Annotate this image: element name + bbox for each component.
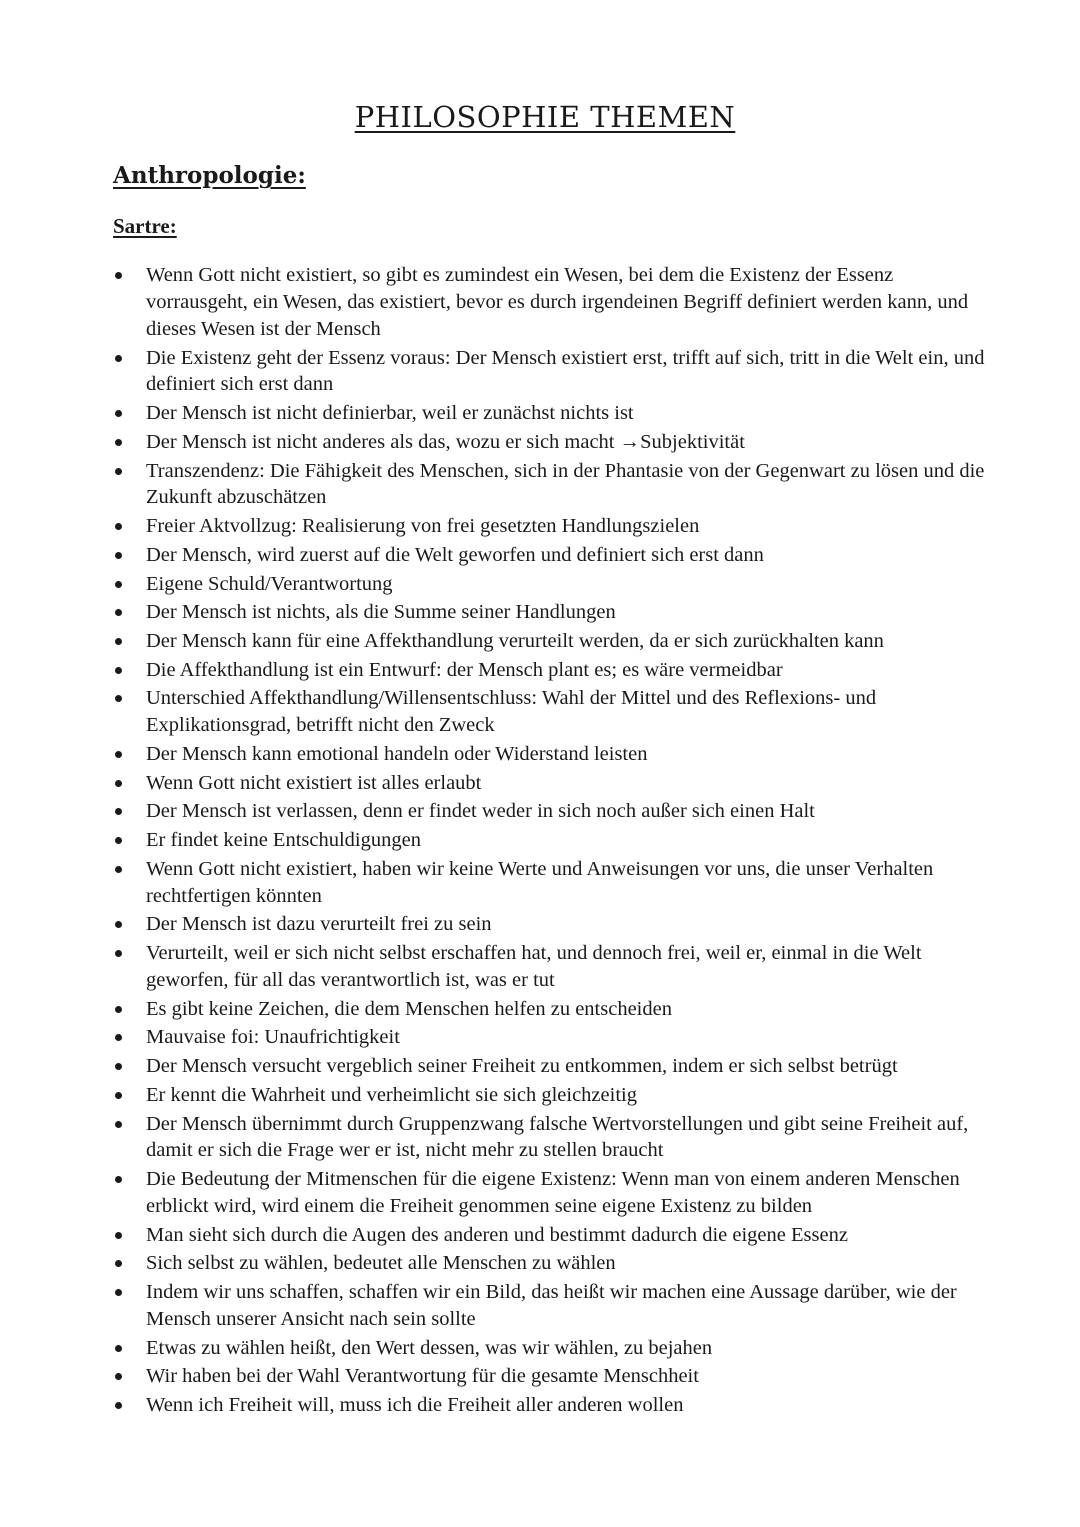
bullet-icon (115, 1006, 122, 1013)
bullet-icon (115, 808, 122, 815)
bullet-icon (115, 638, 122, 645)
list-item (113, 996, 993, 1023)
list-item (113, 262, 993, 343)
list-item-text: Freier Aktvollzug: Realisierung von frei gesetzten Handlungszielen (146, 515, 700, 538)
list-item (113, 685, 993, 739)
list-item (113, 741, 993, 768)
list-item-text: Der Mensch ist dazu verurteilt frei zu sein (146, 913, 492, 936)
list-item (113, 1024, 993, 1051)
bullet-icon (115, 1176, 122, 1183)
bullet-icon (115, 581, 122, 588)
list-item (113, 940, 993, 994)
list-item-text: Wir haben bei der Wahl Verantwortung für die gesamte Menschheit (146, 1365, 699, 1388)
list-item (113, 400, 993, 427)
list-item (113, 1053, 993, 1080)
bullet-icon (115, 1260, 122, 1267)
list-item-text: Wenn Gott nicht existiert, haben wir keine Werte und Anweisungen vor uns, die unser Verhalten rechtfertigen könnten (146, 857, 934, 907)
bullet-list (113, 262, 993, 1421)
bullet-icon (115, 410, 122, 417)
list-item (113, 1082, 993, 1109)
bullet-icon (115, 439, 122, 446)
list-item (113, 1335, 993, 1362)
subsection-heading-sartre: Sartre: (113, 214, 177, 238)
bullet-icon (115, 609, 122, 616)
list-item (113, 571, 993, 598)
page-title: PHILOSOPHIE THEMEN (354, 100, 736, 134)
bullet-icon (115, 552, 122, 559)
list-item (113, 429, 993, 456)
list-item-text: Mauvaise foi: Unaufrichtigkeit (146, 1026, 400, 1049)
list-item-text: Die Existenz geht der Essenz voraus: Der Mensch existiert erst, trifft auf sich, tritt in die Welt ein, und definiert sich erst dann (146, 346, 985, 396)
bullet-icon (115, 695, 122, 702)
bullet-icon (115, 1121, 122, 1128)
bullet-icon (115, 355, 122, 362)
list-item-text: Indem wir uns schaffen, schaffen wir ein Bild, das heißt wir machen eine Aussage darüber, wie der Mensch unserer Ansicht nach sein sollte (146, 1281, 957, 1331)
list-item-text: Der Mensch ist nicht anderes als das, wozu er sich macht →Subjektivität (146, 430, 745, 453)
list-item-text: Wenn Gott nicht existiert, so gibt es zumindest ein Wesen, bei dem die Existenz der Essenz vorrausgeht, ein Wesen, das existiert, bevor es durch irgendeinen Begriff definiert werden kann, und dieses Wesen ist der Mensch (146, 264, 969, 340)
list-item-text: Verurteilt, weil er sich nicht selbst erschaffen hat, und dennoch frei, weil er, einmal in die Welt geworfen, für all das verantwortlich ist, was er tut (146, 942, 922, 991)
list-item-text: Wenn ich Freiheit will, muss ich die Freiheit aller anderen wollen (146, 1394, 684, 1417)
list-item-text: Eigene Schuld/Verantwortung (146, 572, 393, 595)
list-item-text: Wenn Gott nicht existiert ist alles erlaubt (146, 771, 482, 794)
bullet-icon (115, 866, 122, 873)
bullet-icon (115, 1345, 122, 1352)
list-item (113, 770, 993, 797)
bullet-icon (115, 1034, 122, 1041)
bullet-icon (115, 1402, 122, 1409)
bullet-icon (115, 667, 122, 674)
list-item-text: Er findet keine Entschuldigungen (146, 829, 421, 852)
section-heading-anthropologie: Anthropologie: (113, 162, 306, 189)
list-item (113, 458, 993, 512)
list-item-text: Die Affekthandlung ist ein Entwurf: der Mensch plant es; es wäre vermeidbar (146, 658, 783, 681)
list-item-text: Unterschied Affekthandlung/Willensentschluss: Wahl der Mittel und des Reflexions- und Explikationsgrad, betrifft nicht den Zweck (146, 687, 877, 737)
bullet-icon (115, 523, 122, 530)
list-item-text: Der Mensch kann für eine Affekthandlung verurteilt werden, da er sich zurückhalten kann (146, 629, 884, 652)
list-item-text: Der Mensch ist nicht definierbar, weil er zunächst nichts ist (146, 402, 634, 425)
list-item-text: Der Mensch übernimmt durch Gruppenzwang falsche Wertvorstellungen und gibt seine Freiheit auf, damit er sich die Frage wer er ist, nicht mehr zu stellen braucht (146, 1112, 969, 1162)
bullet-icon (115, 1063, 122, 1070)
list-item-text: Er kennt die Wahrheit und verheimlicht sie sich gleichzeitig (146, 1083, 637, 1106)
bullet-icon (115, 1373, 122, 1380)
list-item (113, 1392, 993, 1419)
list-item-text: Der Mensch ist verlassen, denn er findet weder in sich noch außer sich einen Halt (146, 800, 815, 823)
bullet-icon (115, 921, 122, 928)
list-item-text: Etwas zu wählen heißt, den Wert dessen, was wir wählen, zu bejahen (146, 1336, 713, 1359)
bullet-icon (115, 751, 122, 758)
list-item-text: Sich selbst zu wählen, bedeutet alle Menschen zu wählen (146, 1252, 616, 1275)
list-item (113, 856, 993, 910)
list-item (113, 1363, 993, 1390)
list-item (113, 513, 993, 540)
bullet-icon (115, 837, 122, 844)
bullet-icon (115, 780, 122, 787)
bullet-icon (115, 950, 122, 957)
list-item (113, 1111, 993, 1165)
list-item (113, 827, 993, 854)
list-item (113, 1250, 993, 1277)
list-item-text: Der Mensch, wird zuerst auf die Welt geworfen und definiert sich erst dann (146, 543, 764, 566)
list-item-text: Der Mensch kann emotional handeln oder Widerstand leisten (146, 742, 648, 765)
list-item (113, 542, 993, 569)
list-item-text: Der Mensch ist nichts, als die Summe seiner Handlungen (146, 601, 616, 624)
bullet-icon (115, 1092, 122, 1099)
list-item (113, 345, 993, 399)
list-item-text: Man sieht sich durch die Augen des anderen und bestimmt dadurch die eigene Essenz (146, 1223, 848, 1246)
list-item-text: Transzendenz: Die Fähigkeit des Menschen, sich in der Phantasie von der Gegenwart zu lösen und die Zukunft abzuschätzen (146, 459, 985, 509)
list-item (113, 911, 993, 938)
list-item (113, 1222, 993, 1249)
list-item (113, 628, 993, 655)
bullet-icon (115, 468, 122, 475)
bullet-icon (115, 1232, 122, 1239)
list-item-text: Die Bedeutung der Mitmenschen für die eigene Existenz: Wenn man von einem anderen Menschen erblickt wird, wird einem die Freiheit genommen seine eigene Existenz zu bilden (146, 1168, 960, 1218)
bullet-icon (115, 272, 122, 279)
list-item (113, 657, 993, 684)
list-item (113, 798, 993, 825)
list-item-text: Der Mensch versucht vergeblich seiner Freiheit zu entkommen, indem er sich selbst betrügt (146, 1055, 898, 1078)
list-item (113, 1279, 993, 1333)
list-item (113, 1166, 993, 1220)
bullet-icon (115, 1289, 122, 1296)
list-item (113, 599, 993, 626)
list-item-text: Es gibt keine Zeichen, die dem Menschen helfen zu entscheiden (146, 997, 672, 1020)
